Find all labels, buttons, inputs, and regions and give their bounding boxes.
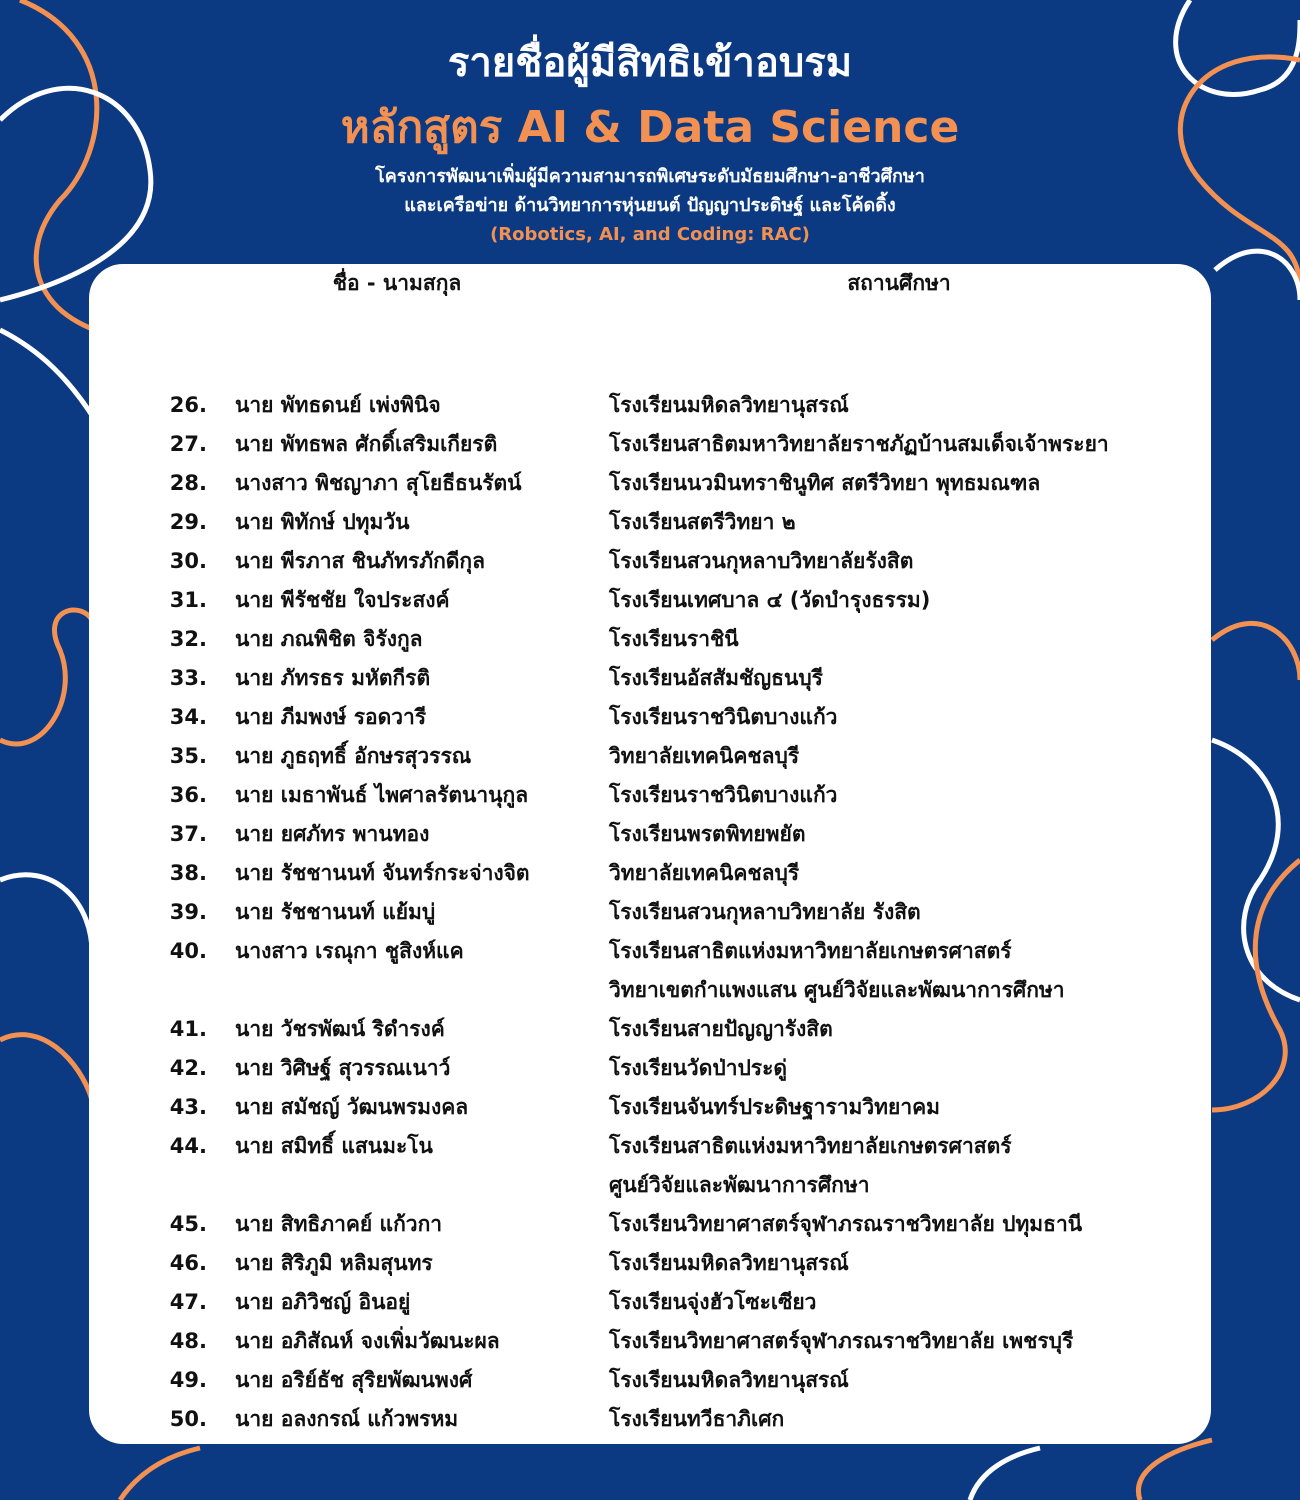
column-header-name: ชื่อ - นามสกุล — [332, 271, 462, 295]
row-number: 32. — [169, 627, 207, 651]
participant-name: นาย พัทธพล ศักดิ์เสริมเกียรติ — [235, 432, 498, 456]
table-row — [89, 1361, 1211, 1400]
table-row — [89, 1283, 1211, 1322]
decor-curve-white-bottomright — [970, 1448, 1040, 1500]
row-number: 30. — [169, 549, 207, 573]
participant-name: นางสาว เรณุกา ชูสิงห์แค — [235, 939, 464, 963]
school-name-line1: โรงเรียนจันทร์ประดิษฐารามวิทยาคม — [609, 1095, 940, 1119]
row-number: 39. — [169, 900, 207, 924]
school-name-line1: โรงเรียนสตรีวิทยา ๒ — [609, 510, 796, 534]
participant-name: นาย ภัทรธร มหัตกีรติ — [235, 666, 431, 690]
table-row — [89, 1244, 1211, 1283]
school-name-line1: โรงเรียนสายปัญญารังสิต — [609, 1017, 833, 1041]
school-name — [609, 737, 1199, 776]
row-number: 44. — [169, 1134, 207, 1158]
school-name — [609, 1010, 1199, 1049]
participant-name: นาย สมัชญ์ วัฒนพรมงคล — [235, 1095, 469, 1119]
row-number: 45. — [169, 1212, 207, 1236]
school-name — [609, 1400, 1199, 1439]
row-number: 46. — [169, 1251, 207, 1275]
row-number: 49. — [169, 1368, 207, 1392]
school-name-line1: โรงเรียนสาธิตมหาวิทยาลัยราชภัฏบ้านสมเด็จเจ้าพระยา — [609, 432, 1109, 456]
participant-name: นาย อลงกรณ์ แก้วพรหม — [235, 1407, 459, 1431]
school-name — [609, 698, 1199, 737]
table-row — [89, 1400, 1211, 1439]
school-name — [609, 1283, 1199, 1322]
row-number: 34. — [169, 705, 207, 729]
table-row — [89, 1088, 1211, 1127]
row-number: 43. — [169, 1095, 207, 1119]
school-name — [609, 1205, 1199, 1244]
row-number: 36. — [169, 783, 207, 807]
participant-name: นางสาว พิชญาภา สุโยธีธนรัตน์ — [235, 471, 522, 495]
row-number: 33. — [169, 666, 207, 690]
table-row — [89, 776, 1211, 815]
project-subtitle-line3: (Robotics, AI, and Coding: RAC) — [490, 224, 810, 245]
participant-name: นาย ภีมพงษ์ รอดวารี — [235, 705, 427, 729]
school-name-line1: โรงเรียนมหิดลวิทยานุสรณ์ — [609, 393, 849, 417]
school-name — [609, 1244, 1199, 1283]
school-name-line1: โรงเรียนสาธิตแห่งมหาวิทยาลัยเกษตรศาสตร์ — [609, 939, 1012, 963]
school-name-line1: วิทยาลัยเทคนิคชลบุรี — [609, 861, 800, 885]
participant-list-card — [89, 264, 1211, 1444]
table-row — [89, 1049, 1211, 1088]
school-name — [609, 815, 1199, 854]
school-name-line1: โรงเรียนสวนกุหลาบวิทยาลัยรังสิต — [609, 549, 914, 573]
table-row — [89, 1127, 1211, 1205]
school-name-line2: ศูนย์วิจัยและพัฒนาการศึกษา — [609, 1173, 870, 1197]
row-number: 41. — [169, 1017, 207, 1041]
table-row — [89, 464, 1211, 503]
school-name-line1: โรงเรียนราชินี — [609, 627, 739, 651]
school-name-line1: โรงเรียนสวนกุหลาบวิทยาลัย รังสิต — [609, 900, 921, 924]
decor-curve-orange-bottomleft — [120, 1448, 200, 1500]
participant-name: นาย รัชชานนท์ แย้มบู่ — [235, 900, 436, 924]
decor-curve-white-topright2 — [1215, 251, 1300, 300]
table-row — [89, 620, 1211, 659]
school-name — [609, 464, 1199, 503]
school-name-line1: โรงเรียนสาธิตแห่งมหาวิทยาลัยเกษตรศาสตร์ — [609, 1134, 1012, 1158]
school-name — [609, 1322, 1199, 1361]
school-name-line1: วิทยาลัยเทคนิคชลบุรี — [609, 744, 800, 768]
school-name — [609, 503, 1199, 542]
school-name-line1: โรงเรียนอัสสัมชัญธนบุรี — [609, 666, 823, 690]
school-name-line1: โรงเรียนมหิดลวิทยานุสรณ์ — [609, 1251, 849, 1275]
participant-name: นาย อภิสัณห์ จงเพิ่มวัฒนะผล — [235, 1329, 500, 1353]
school-name-line1: โรงเรียนเทศบาล ๔ (วัดบำรุงธรรม) — [609, 588, 931, 612]
decor-curve-orange-right — [1212, 623, 1300, 680]
course-title: หลักสูตร AI & Data Science — [340, 102, 960, 153]
school-name — [609, 1361, 1199, 1400]
row-number: 35. — [169, 744, 207, 768]
decor-curve-white-topleft2 — [0, 330, 95, 420]
table-row — [89, 581, 1211, 620]
participant-name: นาย อริย์ธัช สุริยพัฒนพงศ์ — [235, 1368, 473, 1392]
table-row — [89, 854, 1211, 893]
row-number: 38. — [169, 861, 207, 885]
row-number: 31. — [169, 588, 207, 612]
table-row — [89, 932, 1211, 1010]
project-subtitle-line1: โครงการพัฒนาเพิ่มผู้มีความสามารถพิเศษระดับมัธยมศึกษา-อาชีวศึกษา — [375, 166, 925, 187]
decor-curve-orange-left — [0, 610, 92, 744]
column-header-school: สถานศึกษา — [847, 271, 951, 295]
row-number: 27. — [169, 432, 207, 456]
participant-name: นาย วิศิษฐ์ สุวรรณเนาว์ — [235, 1056, 451, 1080]
table-row — [89, 893, 1211, 932]
table-row — [89, 1322, 1211, 1361]
table-row — [89, 737, 1211, 776]
school-name-line1: โรงเรียนวิทยาศาสตร์จุฬาภรณราชวิทยาลัย เพชรบุรี — [609, 1329, 1074, 1353]
row-number: 37. — [169, 822, 207, 846]
participant-name: นาย อภิวิชญ์ อินอยู่ — [235, 1290, 411, 1314]
school-name-line1: โรงเรียนราชวินิตบางแก้ว — [609, 783, 838, 807]
participant-name: นาย พีรภาส ชินภัทรภักดีกุล — [235, 549, 486, 573]
participant-list — [89, 386, 1211, 1439]
participant-name: นาย รัชชานนท์ จันทร์กระจ่างจิต — [235, 861, 530, 885]
participant-name: นาย ภูธฤทธิ์ อักษรสุวรรณ — [235, 744, 472, 768]
table-row — [89, 542, 1211, 581]
table-row — [89, 698, 1211, 737]
participant-name: นาย ภณพิชิต จิรังกูล — [235, 627, 423, 651]
school-name — [609, 854, 1199, 893]
decor-curve-orange-left2 — [0, 1035, 92, 1100]
row-number: 42. — [169, 1056, 207, 1080]
table-row — [89, 659, 1211, 698]
school-name — [609, 932, 1199, 1010]
project-subtitle-line2: และเครือข่าย ด้านวิทยาการหุ่นยนต์ ปัญญาประดิษฐ์ และโค้ดดิ้ง — [404, 195, 896, 216]
participant-name: นาย ยศภัทร พานทอง — [235, 822, 430, 846]
row-number: 29. — [169, 510, 207, 534]
school-name — [609, 542, 1199, 581]
school-name-line1: โรงเรียนวิทยาศาสตร์จุฬาภรณราชวิทยาลัย ปทุมธานี — [609, 1212, 1083, 1236]
school-name-line1: โรงเรียนพรตพิทยพยัต — [609, 822, 806, 846]
row-number: 48. — [169, 1329, 207, 1353]
participant-name: นาย สมิทธิ์ แสนมะโน — [235, 1134, 433, 1158]
table-row — [89, 815, 1211, 854]
school-name — [609, 425, 1199, 464]
school-name-line1: โรงเรียนวัดป่าประดู่ — [609, 1056, 788, 1080]
row-number: 28. — [169, 471, 207, 495]
participant-name: นาย พัทธดนย์ เพ่งพินิจ — [235, 393, 441, 417]
decor-curve-orange-right2 — [1212, 860, 1300, 1110]
school-name-line1: โรงเรียนนวมินทราชินูทิศ สตรีวิทยา พุทธมณฑล — [609, 471, 1041, 495]
row-number: 47. — [169, 1290, 207, 1314]
school-name — [609, 659, 1199, 698]
school-name-line1: โรงเรียนราชวินิตบางแก้ว — [609, 705, 838, 729]
participant-name: นาย พิทักษ์ ปทุมวัน — [235, 510, 410, 534]
table-row — [89, 425, 1211, 464]
row-number: 40. — [169, 939, 207, 963]
table-row — [89, 1205, 1211, 1244]
participant-name: นาย สิริภูมิ หลิมสุนทร — [235, 1251, 433, 1275]
row-number: 26. — [169, 393, 207, 417]
participant-name: นาย เมธาพันธ์ ไพศาลรัตนานุกูล — [235, 783, 529, 807]
school-name-line2: วิทยาเขตกำแพงแสน ศูนย์วิจัยและพัฒนาการศึกษา — [609, 978, 1065, 1002]
school-name — [609, 1127, 1199, 1205]
school-name-line1: โรงเรียนทวีธาภิเศก — [609, 1407, 785, 1431]
participant-name: นาย สิทธิภาคย์ แก้วกา — [235, 1212, 443, 1236]
decor-curve-white-left — [0, 875, 92, 960]
school-name-line1: โรงเรียนมหิดลวิทยานุสรณ์ — [609, 1368, 849, 1392]
participant-name: นาย พีรัชชัย ใจประสงค์ — [235, 588, 450, 612]
participant-name: นาย วัชรพัฒน์ ริดำรงค์ — [235, 1017, 445, 1041]
table-row — [89, 503, 1211, 542]
table-row — [89, 1010, 1211, 1049]
table-row — [89, 386, 1211, 425]
decor-curve-orange-bottomright — [1138, 1440, 1212, 1500]
school-name — [609, 386, 1199, 425]
school-name — [609, 776, 1199, 815]
row-number: 50. — [169, 1407, 207, 1431]
school-name — [609, 581, 1199, 620]
school-name-line1: โรงเรียนจุ่งฮัวโซะเซียว — [609, 1290, 817, 1314]
school-name — [609, 1088, 1199, 1127]
school-name — [609, 1049, 1199, 1088]
page-title: รายชื่อผู้มีสิทธิเข้าอบรม — [447, 40, 853, 86]
school-name — [609, 620, 1199, 659]
school-name — [609, 893, 1199, 932]
